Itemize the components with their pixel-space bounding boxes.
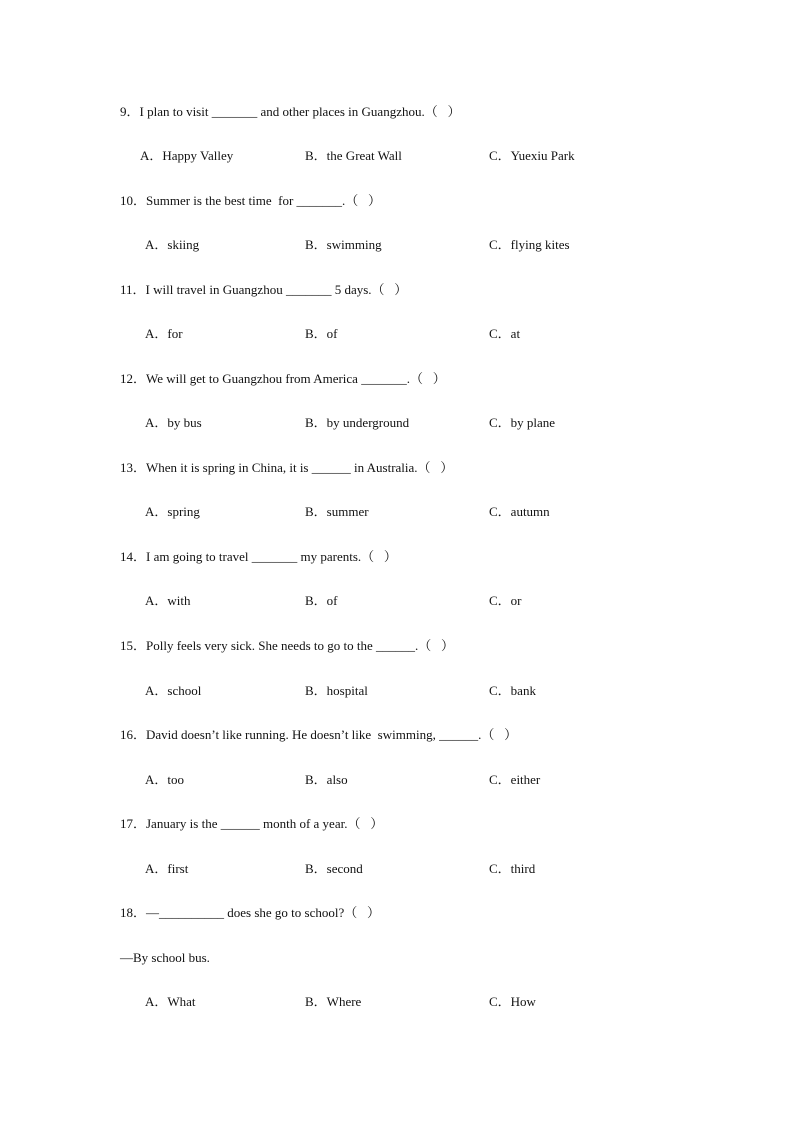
option-b: B．hospital bbox=[305, 683, 368, 698]
option-c: C．by plane bbox=[489, 415, 556, 430]
question-18: 18．—__________ does she go to school?（ ） bbox=[120, 905, 380, 920]
option-c: C．bank bbox=[489, 683, 536, 698]
question-10: 10．Summer is the best time for _______.（ ） bbox=[120, 193, 382, 208]
option-a: A．by bus bbox=[145, 415, 202, 430]
question-17: 17．January is the ______ month of a year.（ ） bbox=[120, 816, 384, 831]
option-a: A．spring bbox=[145, 504, 200, 519]
option-a: A．What bbox=[145, 994, 196, 1009]
option-a: A．Happy Valley bbox=[140, 148, 234, 163]
option-b: B．of bbox=[305, 593, 338, 608]
question-14: 14．I am going to travel _______ my parents.（ ） bbox=[120, 549, 397, 564]
option-a: A．for bbox=[145, 326, 183, 341]
option-b: B．second bbox=[305, 861, 363, 876]
option-b: B．Where bbox=[305, 994, 362, 1009]
option-b: B．summer bbox=[305, 504, 369, 519]
option-b: B．of bbox=[305, 326, 338, 341]
option-a: A．with bbox=[145, 593, 191, 608]
option-a: A．first bbox=[145, 861, 189, 876]
option-b: B．swimming bbox=[305, 237, 382, 252]
option-c: C．at bbox=[489, 326, 521, 341]
question-9: 9．I plan to visit _______ and other places in Guangzhou.（ ） bbox=[120, 104, 461, 119]
option-c: C．third bbox=[489, 861, 536, 876]
option-b: B．the Great Wall bbox=[305, 148, 402, 163]
question-12: 12．We will get to Guangzhou from America _______.（ ） bbox=[120, 371, 446, 386]
option-b: B．also bbox=[305, 772, 348, 787]
question-18-answer-line: —By school bus. bbox=[120, 950, 210, 965]
question-15: 15．Polly feels very sick. She needs to go to the ______.（ ） bbox=[120, 638, 454, 653]
question-16: 16．David doesn’t like running. He doesn’t like swimming, ______.（ ） bbox=[120, 727, 518, 742]
option-c: C．flying kites bbox=[489, 237, 570, 252]
option-b: B．by underground bbox=[305, 415, 410, 430]
option-a: A．skiing bbox=[145, 237, 200, 252]
option-a: A．school bbox=[145, 683, 202, 698]
option-c: C．either bbox=[489, 772, 541, 787]
option-c: C．or bbox=[489, 593, 522, 608]
option-c: C．Yuexiu Park bbox=[489, 148, 575, 163]
option-c: C．How bbox=[489, 994, 536, 1009]
option-a: A．too bbox=[145, 772, 185, 787]
question-11: 11．I will travel in Guangzhou _______ 5 days.（ ） bbox=[120, 282, 408, 297]
option-c: C．autumn bbox=[489, 504, 550, 519]
question-13: 13．When it is spring in China, it is ______ in Australia.（ ） bbox=[120, 460, 454, 475]
